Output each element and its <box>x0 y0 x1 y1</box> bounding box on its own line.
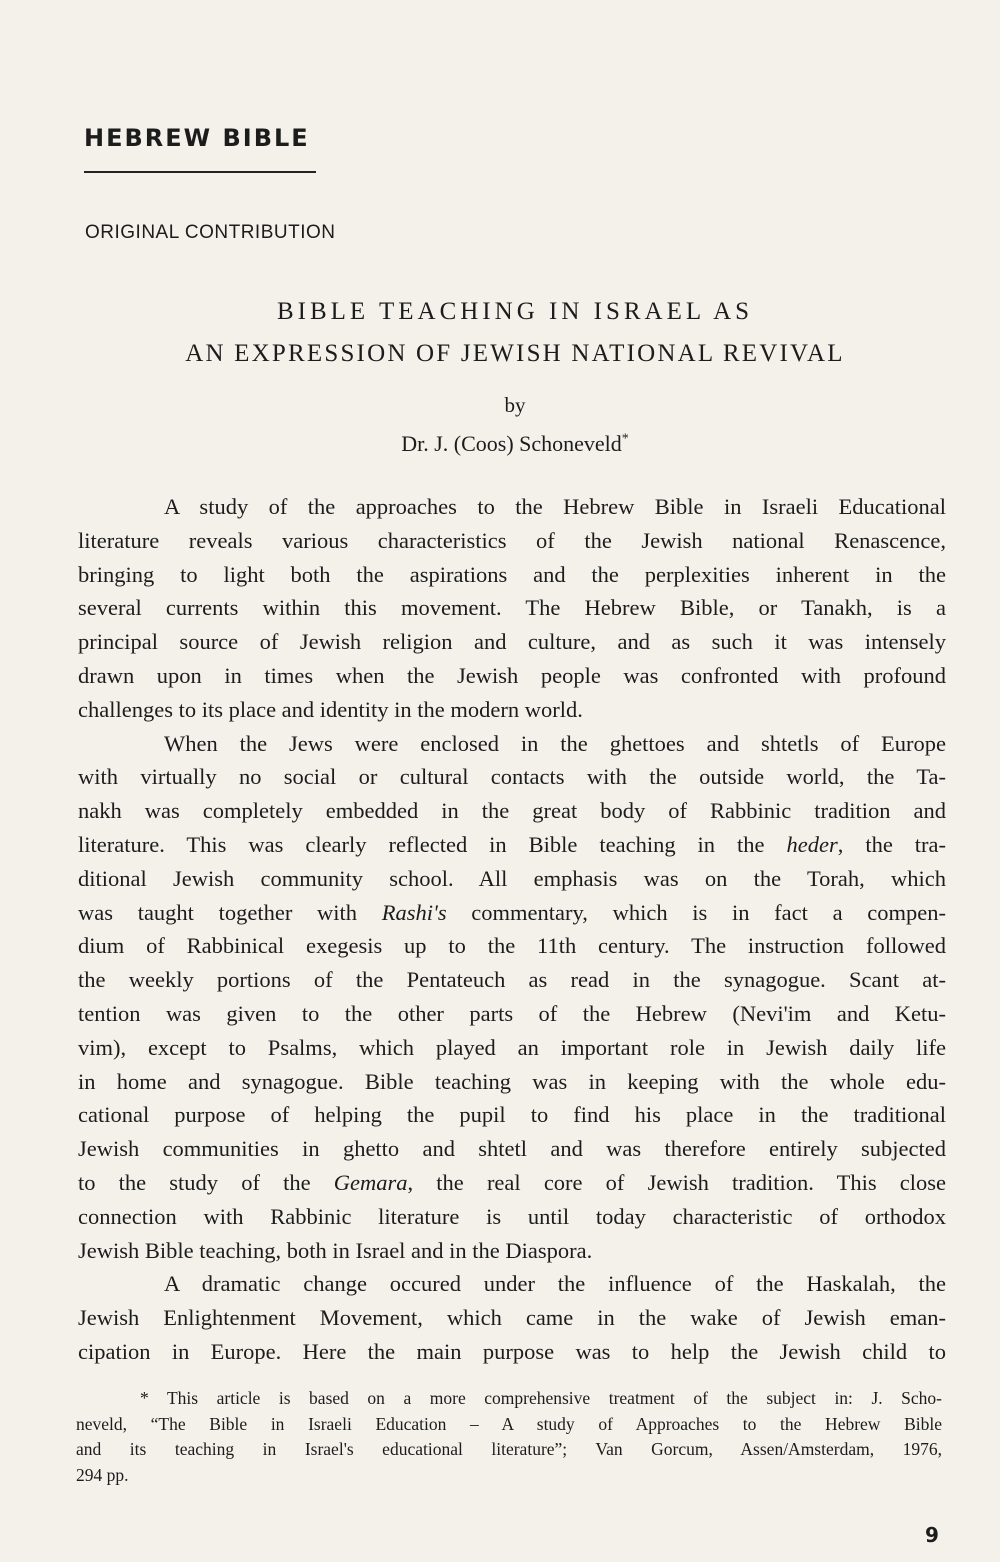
italic-term: Rashi's <box>381 899 447 925</box>
author-name: Dr. J. (Coos) Schoneveld <box>401 431 622 456</box>
body-line: tention was given to the other parts of the Hebrew (Nevi'im and Ketu- <box>78 1000 946 1026</box>
body-line: cational purpose of helping the pupil to find his place in the traditional <box>78 1102 946 1128</box>
footnote-mark: * <box>621 431 629 447</box>
body-line-heder <box>78 828 946 862</box>
body-line: literature reveals various characteristics of the Jewish national Renascence, <box>78 527 946 553</box>
section-heading: HEBREW BIBLE <box>84 124 310 152</box>
article-title-line-2: AN EXPRESSION OF JEWISH NATIONAL REVIVAL <box>185 340 845 367</box>
footnote-line: and its teaching in Israel's educational literature”; Van Gorcum, Assen/Amsterdam, 1976, <box>76 1439 942 1459</box>
body-line: challenges to its place and identity in the modern world. <box>78 696 583 722</box>
article-body <box>78 490 946 1369</box>
body-line: Jewish communities in ghetto and shtetl and was therefore entirely subjected <box>78 1136 946 1162</box>
body-line: Jewish Enlightenment Movement, which came in the wake of Jewish eman- <box>78 1305 946 1331</box>
byline: by <box>504 393 526 417</box>
body-line: with virtually no social or cultural contacts with the outside world, the Ta- <box>78 764 946 790</box>
body-line: connection with Rabbinic literature is until today characteristic of orthodox <box>78 1203 946 1229</box>
article-kicker: ORIGINAL CONTRIBUTION <box>85 222 336 243</box>
body-line: bringing to light both the aspirations and the perplexities inherent in the <box>78 561 946 587</box>
body-line: several currents within this movement. The Hebrew Bible, or Tanakh, is a <box>78 595 946 621</box>
body-line: in home and synagogue. Bible teaching was in keeping with the whole edu- <box>78 1068 946 1094</box>
body-line: Jewish Bible teaching, both in Israel and in the Diaspora. <box>78 1237 593 1263</box>
body-line: A study of the approaches to the Hebrew Bible in Israeli Educational <box>164 494 946 519</box>
text-run: was taught together with <box>78 899 358 925</box>
body-line: When the Jews were enclosed in the ghettoes and shtetls of Europe <box>164 730 946 756</box>
body-line: ditional Jewish community school. All emphasis was on the Torah, which <box>78 865 946 891</box>
body-line: vim), except to Psalms, which played an important role in Jewish daily life <box>78 1034 946 1060</box>
body-line: the weekly portions of the Pentateuch as read in the synagogue. Scant at- <box>78 967 946 993</box>
footnote-line: * This article is based on a more comprehensive treatment of the subject in: J. Scho- <box>140 1388 942 1408</box>
section-underline <box>84 171 316 173</box>
body-line: drawn upon in times when the Jewish people was confronted with profound <box>78 662 946 688</box>
text-run: , the real core of Jewish tradition. This close <box>407 1169 946 1195</box>
footnote-line: 294 pp. <box>76 1464 129 1485</box>
footnote-line: neveld, “The Bible in Israeli Education – A study of Approaches to the Hebrew Bible <box>76 1413 942 1434</box>
italic-term: Gemara <box>333 1169 408 1195</box>
italic-term: heder <box>786 831 838 857</box>
text-run: , the tra- <box>837 831 946 857</box>
footnote <box>76 1386 942 1488</box>
author-line <box>80 431 950 457</box>
body-line-gemara <box>78 1166 946 1200</box>
body-line: principal source of Jewish religion and culture, and as such it was intensely <box>78 629 946 655</box>
text-run: commentary, which is in fact a compen- <box>471 899 946 925</box>
body-line: nakh was completely embedded in the great body of Rabbinic tradition and <box>78 798 946 824</box>
article-title-line-1: BIBLE TEACHING IN ISRAEL AS <box>276 298 754 325</box>
body-line: dium of Rabbinical exegesis up to the 11th century. The instruction followed <box>78 933 946 959</box>
page-number: 9 <box>925 1523 939 1547</box>
text-run: to the study of the <box>78 1169 311 1195</box>
body-line: A dramatic change occured under the influence of the Haskalah, the <box>164 1271 946 1297</box>
body-line-rashi <box>78 896 946 930</box>
text-run: literature. This was clearly reflected in Bible teaching in the <box>78 831 765 857</box>
body-line: cipation in Europe. Here the main purpose was to help the Jewish child to <box>78 1338 946 1364</box>
